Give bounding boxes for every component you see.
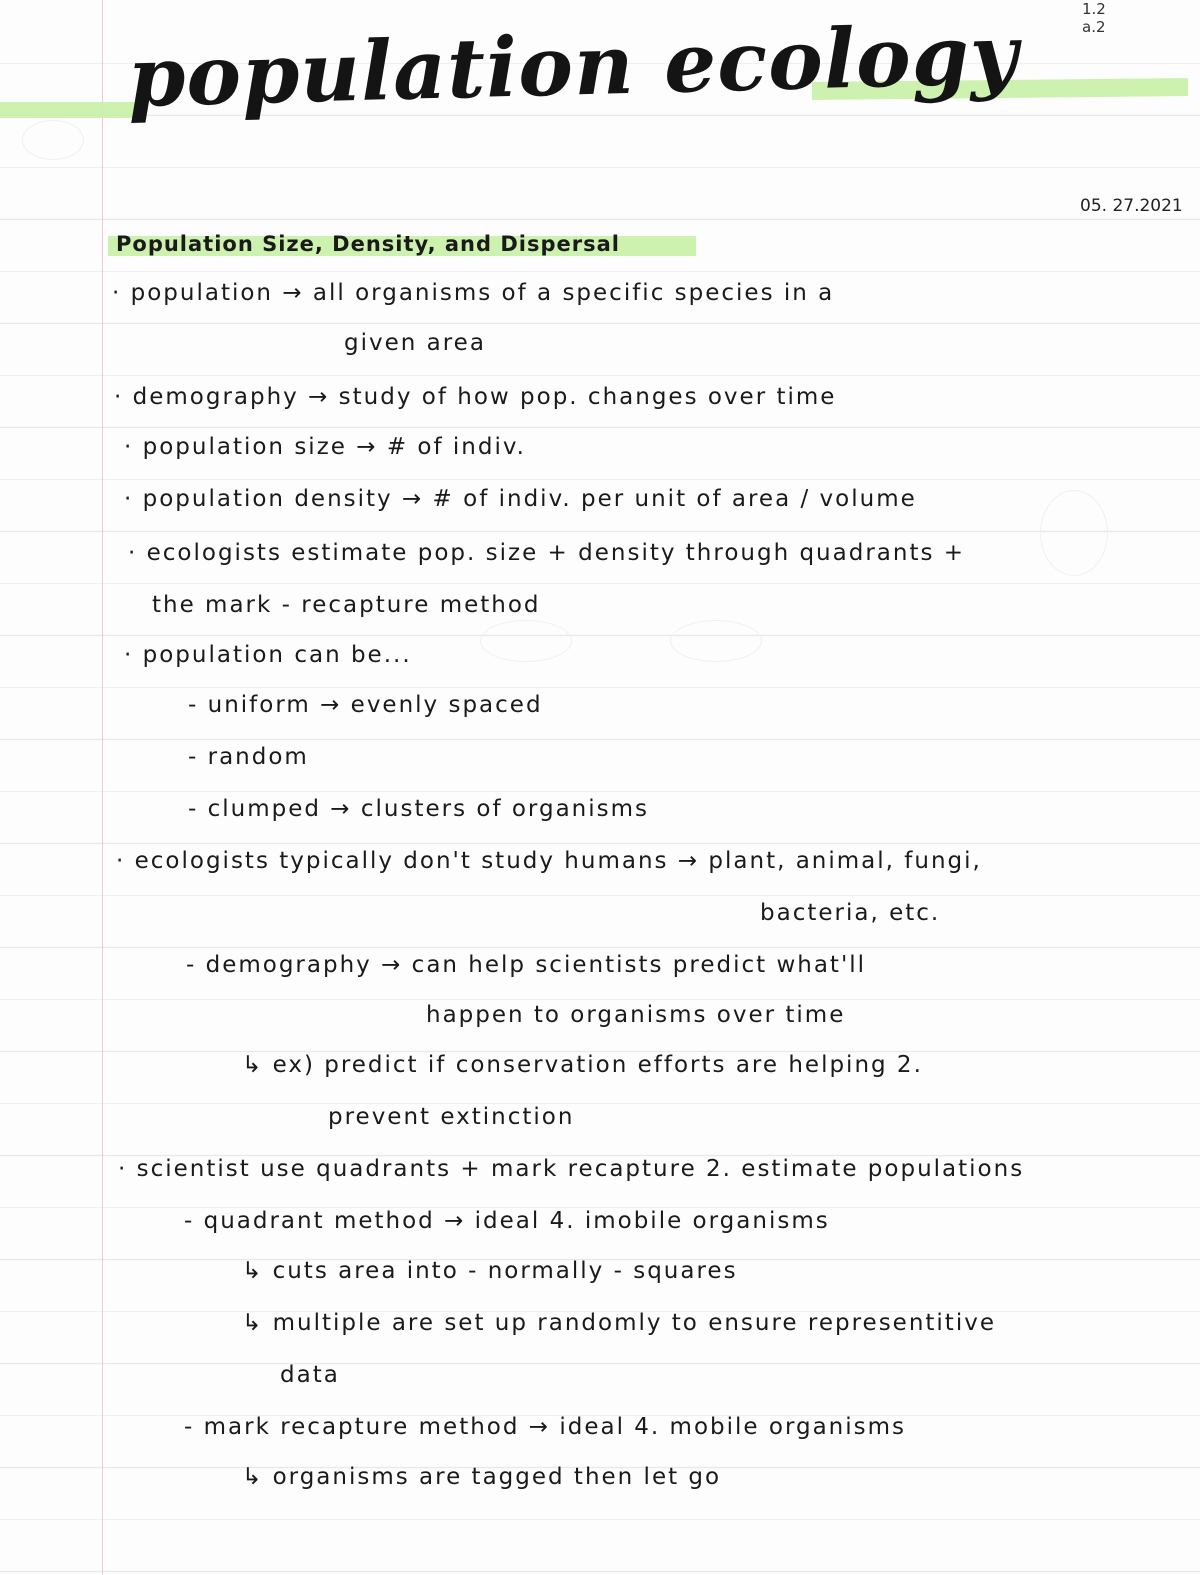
note-line: happen to organisms over time (426, 1002, 846, 1028)
section-heading: Population Size, Density, and Dispersal (116, 232, 620, 256)
note-line: - clumped → clusters of organisms (188, 796, 650, 822)
note-line: - mark recapture method → ideal 4. mobile organisms (184, 1414, 907, 1440)
note-line: · ecologists estimate pop. size + density through quadrants + (128, 540, 966, 566)
corner-mark-2: a.2 (1082, 18, 1106, 36)
note-line: · population size → # of indiv. (124, 434, 526, 460)
note-line: ↳ organisms are tagged then let go (242, 1464, 722, 1490)
note-line: bacteria, etc. (760, 900, 941, 926)
bleed-through-mark (1040, 490, 1108, 576)
note-line: - demography → can help scientists predict what'll (186, 952, 867, 978)
bleed-through-mark (480, 620, 572, 662)
title-highlight-left (0, 102, 135, 118)
note-line: ↳ ex) predict if conservation efforts are helping 2. (242, 1052, 923, 1078)
bleed-through-mark (670, 620, 762, 662)
note-line: - quadrant method → ideal 4. imobile organisms (184, 1208, 830, 1234)
note-line: · population density → # of indiv. per unit of area / volume (124, 486, 917, 512)
note-line: · ecologists typically don't study humans → plant, animal, fungi, (116, 848, 982, 874)
bleed-through-mark (22, 120, 84, 160)
note-line: ↳ cuts area into - normally - squares (242, 1258, 738, 1284)
note-line: data (280, 1362, 340, 1388)
note-line: the mark - recapture method (152, 592, 541, 618)
page-title: population ecology (126, 6, 1020, 126)
margin-rule (102, 0, 103, 1575)
note-line: - random (188, 744, 309, 770)
note-line: prevent extinction (328, 1104, 575, 1130)
note-line: · population can be... (124, 642, 412, 668)
note-line: · scientist use quadrants + mark recapture 2. estimate populations (118, 1156, 1025, 1182)
note-line: given area (344, 330, 486, 356)
note-line: ↳ multiple are set up randomly to ensure representitive (242, 1310, 996, 1336)
note-line: · demography → study of how pop. changes over time (114, 384, 837, 410)
note-date: 05. 27.2021 (1080, 196, 1183, 216)
note-line: · population → all organisms of a specific species in a (112, 280, 835, 306)
note-line: - uniform → evenly spaced (188, 692, 543, 718)
corner-mark-1: 1.2 (1082, 0, 1106, 18)
